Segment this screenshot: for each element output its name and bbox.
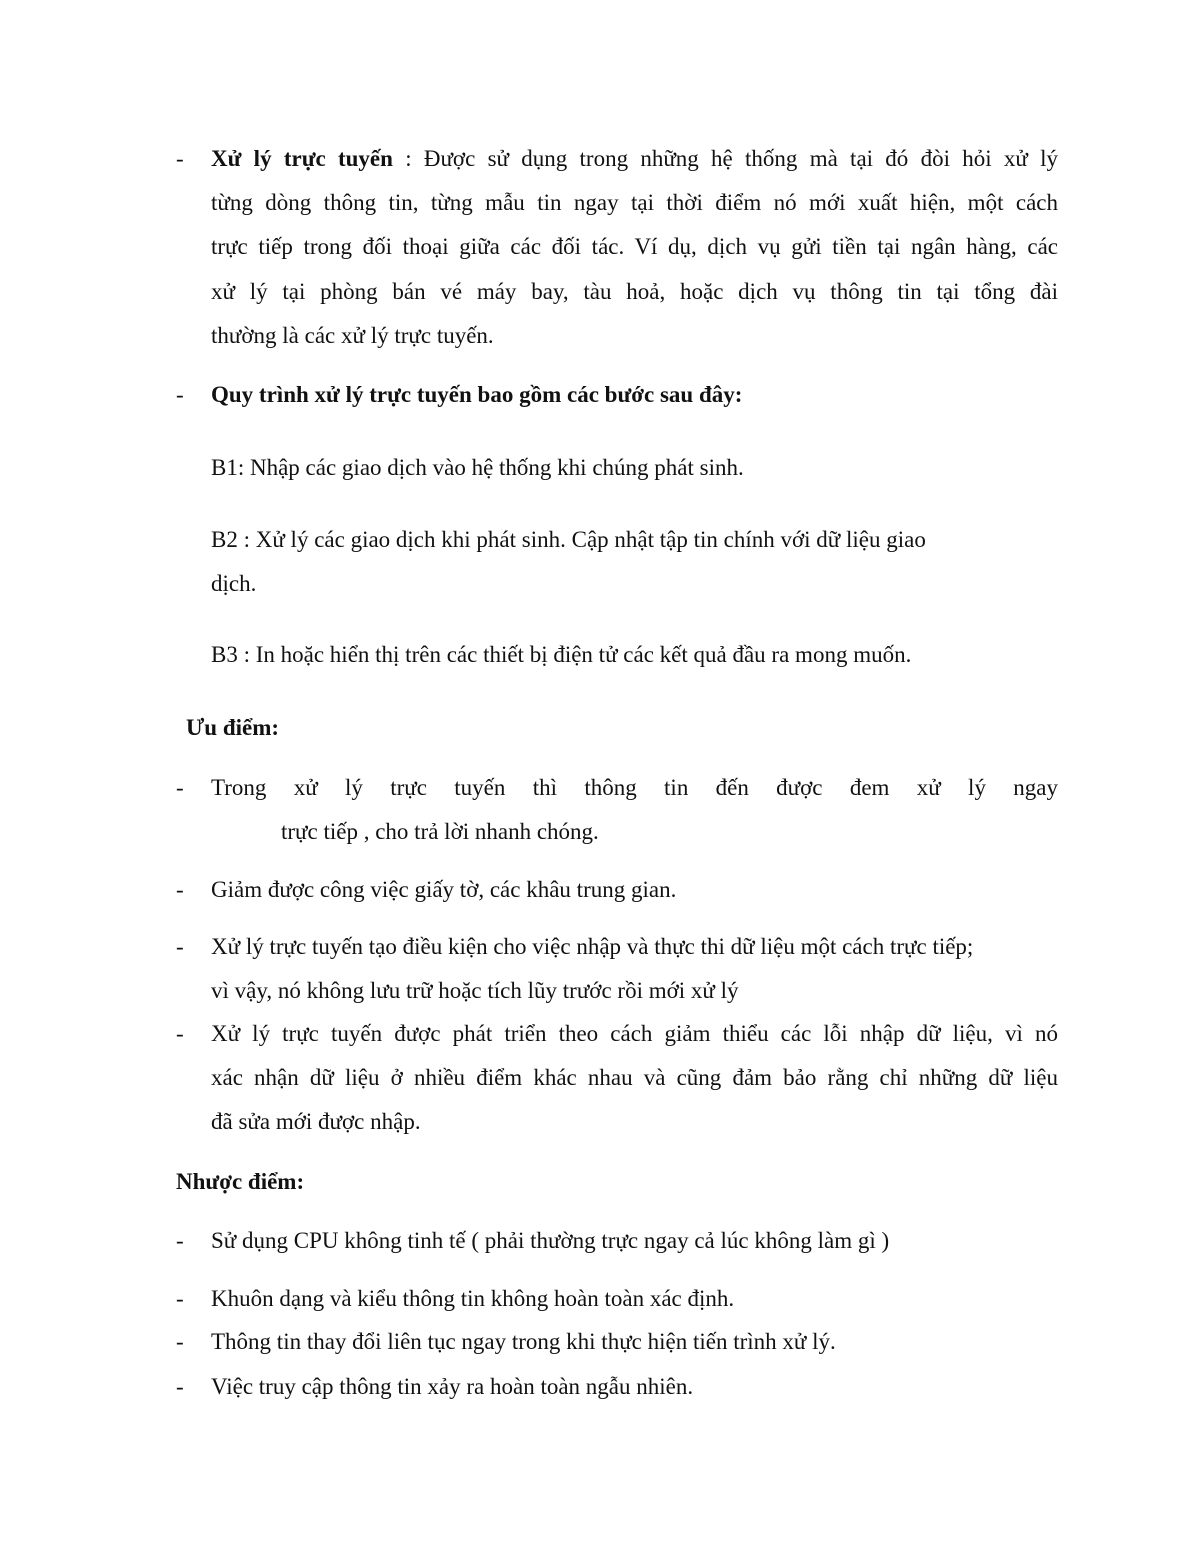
p1-line1-rest: : Được sử dụng trong những hệ thống mà tại đó đòi hỏi xử lý xyxy=(392,146,1058,171)
p1-line3: trực tiếp trong đối thoại giữa các đối tác. Ví dụ, dịch vụ gửi tiền tại ngân hàng, các xyxy=(211,234,1058,259)
p1-line5: thường là các xử lý trực tuyến. xyxy=(211,323,494,348)
bullet-dash: - xyxy=(176,1228,184,1253)
bullet-dash: - xyxy=(176,934,184,959)
advantages-heading: Ưu điểm: xyxy=(186,715,280,740)
advantage-1-line1: Trong xử lý trực tuyến thì thông tin đến được đem xử lý ngay xyxy=(211,775,1058,800)
step-b2-line2: dịch. xyxy=(211,571,257,596)
p1-line4: xử lý tại phòng bán vé máy bay, tàu hoả, hoặc dịch vụ thông tin tại tổng đài xyxy=(211,279,1058,304)
bullet-dash: - xyxy=(176,1374,184,1399)
disadvantage-2: Khuôn dạng và kiểu thông tin không hoàn toàn xác định. xyxy=(211,1286,735,1311)
bullet-dash: - xyxy=(176,146,184,171)
bullet-dash: - xyxy=(176,1286,184,1311)
p1-line2: từng dòng thông tin, từng mẫu tin ngay tại thời điểm nó mới xuất hiện, một cách xyxy=(211,190,1058,215)
advantage-1-line2: trực tiếp , cho trả lời nhanh chóng. xyxy=(281,819,599,844)
process-heading: Quy trình xử lý trực tuyến bao gồm các bước sau đây: xyxy=(211,382,743,407)
disadvantage-1: Sử dụng CPU không tinh tế ( phải thường trực ngay cả lúc không làm gì ) xyxy=(211,1228,890,1253)
p1-line1 xyxy=(211,145,1058,173)
disadvantage-4: Việc truy cập thông tin xảy ra hoàn toàn ngẫu nhiên. xyxy=(211,1374,694,1399)
bullet-dash: - xyxy=(176,775,184,800)
step-b1: B1: Nhập các giao dịch vào hệ thống khi chúng phát sinh. xyxy=(211,455,744,480)
advantage-4-line1: Xử lý trực tuyến được phát triển theo cách giảm thiểu các lỗi nhập dữ liệu, vì nó xyxy=(211,1021,1058,1046)
bullet-dash: - xyxy=(176,382,184,407)
p1-term: Xử lý trực tuyến xyxy=(211,146,393,171)
bullet-dash: - xyxy=(176,1021,184,1046)
advantage-2: Giảm được công việc giấy tờ, các khâu trung gian. xyxy=(211,877,677,902)
advantage-4-line2: xác nhận dữ liệu ở nhiều điểm khác nhau và cũng đảm bảo rằng chỉ những dữ liệu xyxy=(211,1065,1058,1090)
step-b2-line1: B2 : Xử lý các giao dịch khi phát sinh. Cập nhật tập tin chính với dữ liệu giao xyxy=(211,527,926,552)
disadvantage-3: Thông tin thay đổi liên tục ngay trong khi thực hiện tiến trình xử lý. xyxy=(211,1329,836,1354)
disadvantages-heading: Nhược điểm: xyxy=(176,1169,305,1194)
advantage-4-line3: đã sửa mới được nhập. xyxy=(211,1109,421,1134)
advantage-3-line2: vì vậy, nó không lưu trữ hoặc tích lũy trước rồi mới xử lý xyxy=(211,978,739,1003)
bullet-dash: - xyxy=(176,1329,184,1354)
advantage-3-line1: Xử lý trực tuyến tạo điều kiện cho việc nhập và thực thi dữ liệu một cách trực tiếp; xyxy=(211,934,974,959)
step-b3: B3 : In hoặc hiển thị trên các thiết bị điện tử các kết quả đầu ra mong muốn. xyxy=(211,642,912,667)
bullet-dash: - xyxy=(176,877,184,902)
